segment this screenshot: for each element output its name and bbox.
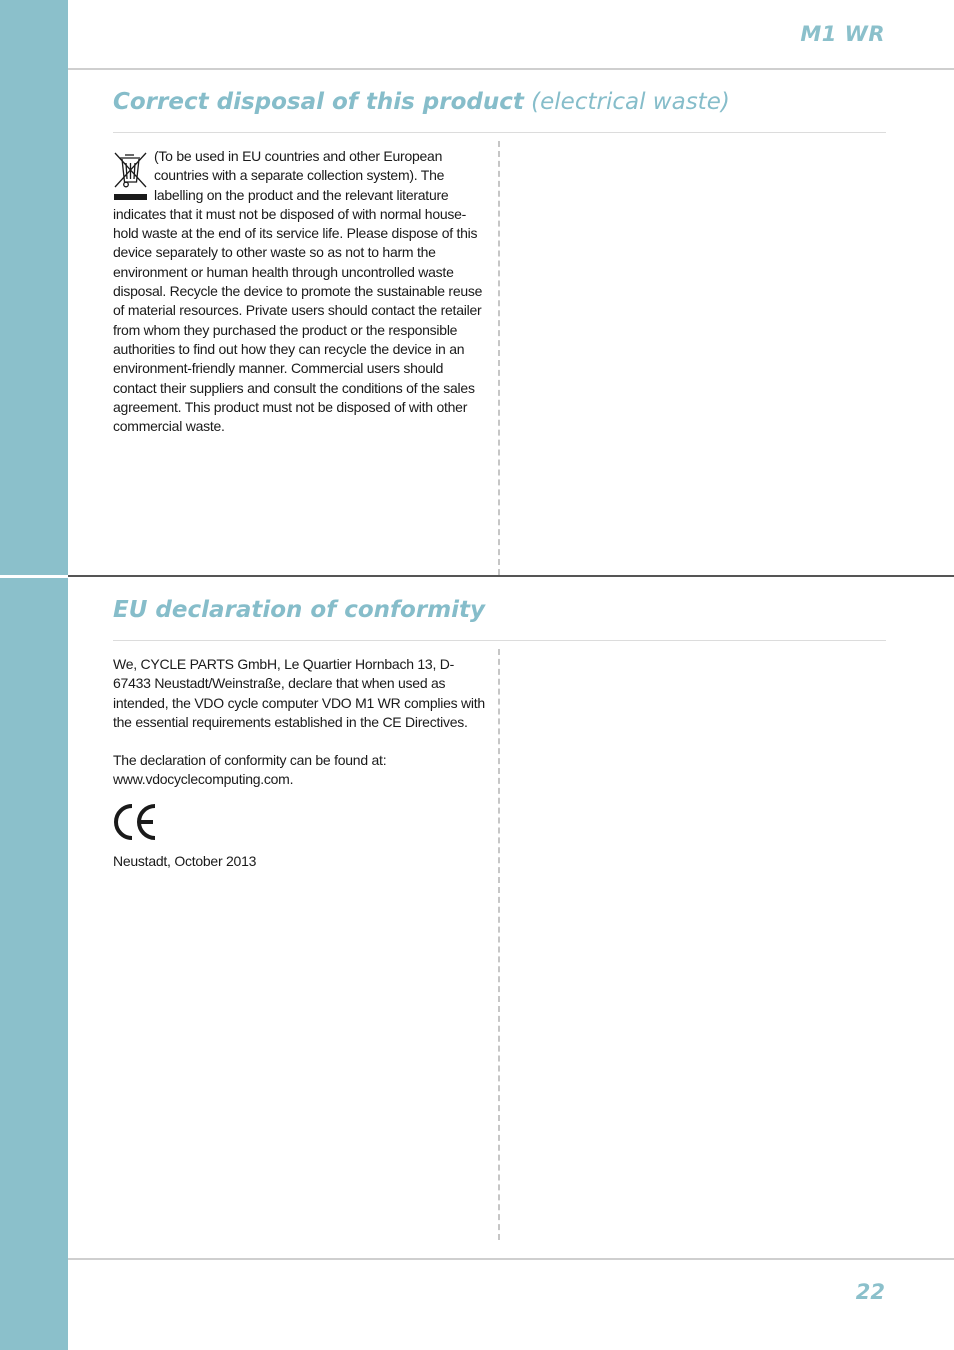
disposal-paragraph: (To be used in EU countries and other European countries with a separate collection system). The labelling on the product and the relevant literature indicates that it must not be disposed of with normal house-hold waste at the end of its service life. Please dispose of this device separately to other waste so as not to harm the environment or human health through uncontrolled waste disposal. Recycle the device to promote the sustainable reuse of material resources. Private users should contact the retailer from whom they purchased the product or the responsible authorities to find out how they can recycle the device in an environment-friendly manner. Commercial users should contact their suppliers and consult the conditions of the sales agreement. This product must not be disposed of with other commercial waste. [113,148,483,435]
disposal-text-block [113,147,485,436]
disposal-title-underline [113,132,886,133]
conformity-declaration-paragraph: We, CYCLE PARTS GmbH, Le Quartier Hornbach 13, D-67433 Neustadt/Weinstraße, declare that when used as intended, the VDO cycle computer VDO M1 WR complies with the essential requirements established in the CE Directives. [113,656,485,730]
conformity-website-link[interactable]: www.vdocyclecomputing.com. [113,771,294,788]
conformity-location-line1: The declaration of conformity can be found at: [113,752,387,769]
conformity-section-title [113,597,485,623]
sidebar-band-bottom [0,578,68,1350]
header-divider [68,68,954,70]
disposal-section-title [113,89,730,115]
sidebar-band-top [0,0,68,575]
sidebar-gap [0,575,68,577]
place-date: Neustadt, October 2013 [113,852,257,869]
disposal-title-bold: Correct disposal of this product [113,89,524,115]
product-name-header: M1 WR [800,22,885,46]
ce-mark-icon [111,802,159,842]
conformity-text-block [113,655,485,871]
disposal-title-light: (electrical waste) [531,89,730,115]
conformity-column-divider [498,649,500,1240]
footer-divider [68,1258,954,1260]
disposal-column-divider [498,141,500,575]
conformity-title: EU declaration of conformity [113,597,486,623]
page-number: 22 [855,1280,885,1304]
conformity-title-underline [113,640,886,641]
crossed-out-wheelie-bin-icon [113,151,148,201]
section-divider [68,575,954,577]
